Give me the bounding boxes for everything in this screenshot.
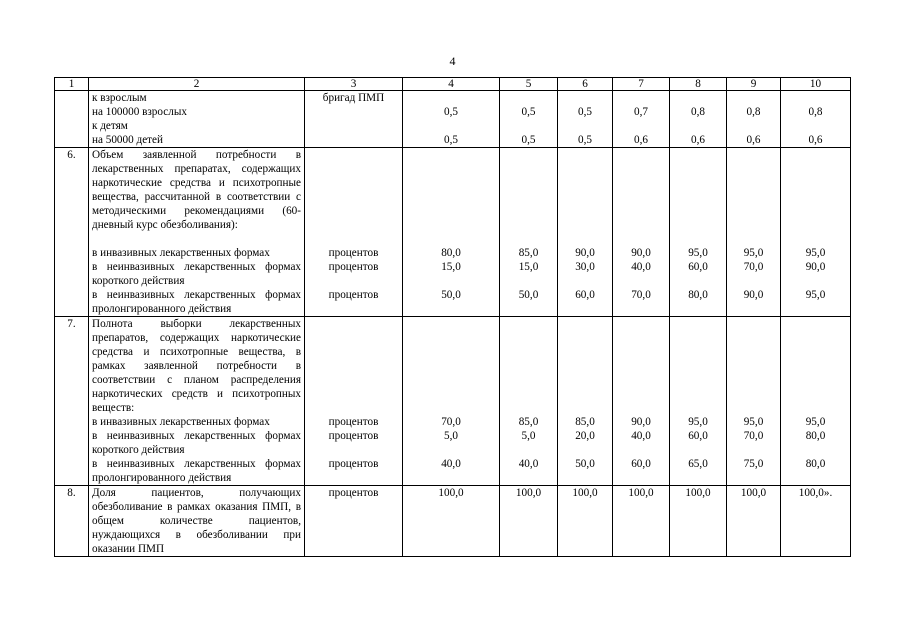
value-cell <box>670 317 727 486</box>
value: 40,0 <box>441 458 461 470</box>
unit-label: бригад ПМП <box>322 92 385 104</box>
value: 85,0 <box>518 247 539 259</box>
value: 0,8 <box>691 106 705 118</box>
header-cell: 8 <box>670 78 727 91</box>
header-row <box>55 78 851 91</box>
row-description <box>89 148 305 317</box>
value: 80,0 <box>805 458 826 470</box>
value-cell <box>670 148 727 317</box>
unit-label: процентов <box>328 487 379 499</box>
value: 90,0 <box>575 247 595 259</box>
indicator-subitem: на 50000 детей <box>92 134 164 146</box>
row-number: 8. <box>55 486 89 557</box>
value: 0,7 <box>634 106 648 118</box>
value: 0,5 <box>578 106 592 118</box>
value: 100,0 <box>740 487 767 499</box>
page-number: 4 <box>449 54 456 68</box>
value-cell <box>403 148 500 317</box>
value-cell <box>613 148 670 317</box>
value: 70,0 <box>743 430 764 442</box>
value-cell <box>781 486 851 557</box>
value: 95,0 <box>743 416 764 428</box>
value: 70,0 <box>743 261 764 273</box>
value: 80,0 <box>688 289 708 301</box>
value: 90,0 <box>743 289 764 301</box>
header-cell: 10 <box>781 78 851 91</box>
value: 100,0 <box>515 487 542 499</box>
spacer <box>561 148 609 246</box>
value <box>784 91 847 105</box>
value: 70,0 <box>441 416 461 428</box>
value: 95,0 <box>743 247 764 259</box>
value: 100,0 <box>572 487 598 499</box>
value: 95,0 <box>688 247 708 259</box>
spacer <box>308 148 399 246</box>
header-cell: 5 <box>500 78 558 91</box>
value: 60,0 <box>631 458 651 470</box>
value-cell <box>403 91 500 148</box>
value: 5,0 <box>521 430 536 442</box>
spacer <box>730 317 777 415</box>
indicator-subitem: к взрослым <box>92 92 147 104</box>
value: 20,0 <box>575 430 595 442</box>
spacer <box>616 317 666 415</box>
value-cell <box>558 148 613 317</box>
header-cell: 6 <box>558 78 613 91</box>
value-cell <box>558 486 613 557</box>
value: 0,5 <box>578 134 592 146</box>
unit-label: процентов <box>328 430 379 442</box>
value: 15,0 <box>441 261 461 273</box>
spacer <box>406 317 496 415</box>
row-unit <box>305 317 403 486</box>
value <box>503 119 554 133</box>
value: 0,6 <box>691 134 705 146</box>
value <box>561 91 609 105</box>
value: 90,0 <box>631 416 651 428</box>
value: 0,5 <box>521 106 536 118</box>
unit-label <box>308 119 399 133</box>
row-number: 6. <box>55 148 89 317</box>
row-description <box>89 486 305 557</box>
value-cell <box>500 486 558 557</box>
value <box>561 119 609 133</box>
indicator-subitem: Доля пациентов, получающих обезболивание в рамках оказания ПМП, в общем количестве пациентов, нуждающихся в обезболивании при оказании ПМП <box>92 487 301 555</box>
unit-label: процентов <box>328 289 379 301</box>
indicator-title: Полнота выборки лекарственных препаратов, содержащих наркотические средства и психотропные вещества, в рамках заявленной потребности в соответствии с планом распределения наркотических средств и психотропных веществ: <box>92 318 301 414</box>
value: 95,0 <box>688 416 708 428</box>
value: 100,0 <box>628 487 654 499</box>
unit-label: процентов <box>328 247 379 259</box>
indicator-subitem: в неинвазивных лекарственных формах пролонгированного действия <box>92 289 301 315</box>
spacer <box>561 317 609 415</box>
unit-label: процентов <box>328 458 379 470</box>
value: 90,0 <box>805 261 826 273</box>
value <box>730 91 777 105</box>
unit-label: процентов <box>328 416 379 428</box>
value-cell <box>500 317 558 486</box>
indicator-subitem: на 100000 взрослых <box>92 106 187 118</box>
unit-label <box>308 133 399 147</box>
value: 15,0 <box>518 261 539 273</box>
row-description <box>89 91 305 148</box>
value: 65,0 <box>688 458 708 470</box>
value-cell <box>613 486 670 557</box>
unit-label: процентов <box>328 261 379 273</box>
value <box>673 91 723 105</box>
spacer <box>308 317 399 415</box>
value-cell <box>727 317 781 486</box>
value-cell <box>500 91 558 148</box>
header-cell: 7 <box>613 78 670 91</box>
value-cell <box>613 91 670 148</box>
value-cell <box>727 486 781 557</box>
spacer <box>406 148 496 246</box>
row-description <box>89 317 305 486</box>
spacer <box>616 148 666 246</box>
value-cell <box>727 91 781 148</box>
spacer <box>673 317 723 415</box>
indicator-subitem: в инвазивных лекарственных формах <box>92 247 270 259</box>
value <box>673 119 723 133</box>
value: 0,5 <box>444 106 458 118</box>
row-unit <box>305 486 403 557</box>
value-cell <box>558 317 613 486</box>
value: 40,0 <box>518 458 539 470</box>
indicator-title: Объем заявленной потребности в лекарственных препаратах, содержащих наркотические средства и психотропные вещества, рассчитанной в соответствии с методическими рекомендациями (60-дневный курс обезболивания): <box>92 149 301 231</box>
header-cell: 3 <box>305 78 403 91</box>
value: 60,0 <box>688 261 708 273</box>
spacer <box>503 148 554 246</box>
value: 85,0 <box>575 416 595 428</box>
value <box>406 91 496 105</box>
value: 0,6 <box>634 134 648 146</box>
value-cell <box>613 317 670 486</box>
value: 75,0 <box>743 458 764 470</box>
unit-label <box>308 105 399 119</box>
value: 40,0 <box>631 430 651 442</box>
table-row <box>55 486 851 557</box>
value <box>503 91 554 105</box>
value: 0,6 <box>808 134 823 146</box>
value-cell <box>403 486 500 557</box>
indicator-subitem: в неинвазивных лекарственных формах пролонгированного действия <box>92 458 301 484</box>
value: 0,5 <box>444 134 458 146</box>
value: 80,0 <box>805 430 826 442</box>
value-cell <box>781 91 851 148</box>
value: 5,0 <box>444 430 458 442</box>
value: 0,8 <box>746 106 761 118</box>
value: 60,0 <box>575 289 595 301</box>
value-cell <box>403 317 500 486</box>
value: 100,0 <box>685 487 711 499</box>
value-cell <box>781 317 851 486</box>
value: 50,0 <box>575 458 595 470</box>
spacer <box>503 317 554 415</box>
value-cell <box>670 91 727 148</box>
indicator-subitem: в неинвазивных лекарственных формах короткого действия <box>92 430 301 456</box>
value: 70,0 <box>631 289 651 301</box>
spacer <box>784 148 847 246</box>
row-number <box>55 91 89 148</box>
value-cell <box>670 486 727 557</box>
table-row <box>55 148 851 317</box>
row-number: 7. <box>55 317 89 486</box>
value <box>406 119 496 133</box>
value: 40,0 <box>631 261 651 273</box>
table-row <box>55 91 851 148</box>
header-cell: 9 <box>727 78 781 91</box>
table-row <box>55 317 851 486</box>
row-unit <box>305 148 403 317</box>
indicator-subitem: в неинвазивных лекарственных формах короткого действия <box>92 261 301 287</box>
value <box>730 119 777 133</box>
value: 80,0 <box>441 247 461 259</box>
indicator-subitem: к детям <box>92 120 128 132</box>
header-cell: 4 <box>403 78 500 91</box>
spacer <box>673 148 723 246</box>
value: 50,0 <box>518 289 539 301</box>
value: 95,0 <box>805 247 826 259</box>
value: 50,0 <box>441 289 461 301</box>
spacer <box>784 317 847 415</box>
value: 90,0 <box>631 247 651 259</box>
value: 0,5 <box>521 134 536 146</box>
indicators-table <box>54 77 851 557</box>
value <box>616 119 666 133</box>
value <box>616 91 666 105</box>
header-cell: 1 <box>55 78 89 91</box>
indicator-subitem: в инвазивных лекарственных формах <box>92 416 270 428</box>
value-cell <box>727 148 781 317</box>
value: 30,0 <box>575 261 595 273</box>
row-unit <box>305 91 403 148</box>
value <box>784 119 847 133</box>
value: 85,0 <box>518 416 539 428</box>
value: 100,0 <box>438 487 464 499</box>
value: 100,0». <box>798 487 833 499</box>
value: 0,8 <box>808 106 823 118</box>
spacer <box>730 148 777 246</box>
value-cell <box>558 91 613 148</box>
value-cell <box>781 148 851 317</box>
value: 95,0 <box>805 416 826 428</box>
value: 60,0 <box>688 430 708 442</box>
value: 95,0 <box>805 289 826 301</box>
header-cell: 2 <box>89 78 305 91</box>
value-cell <box>500 148 558 317</box>
value: 0,6 <box>746 134 761 146</box>
